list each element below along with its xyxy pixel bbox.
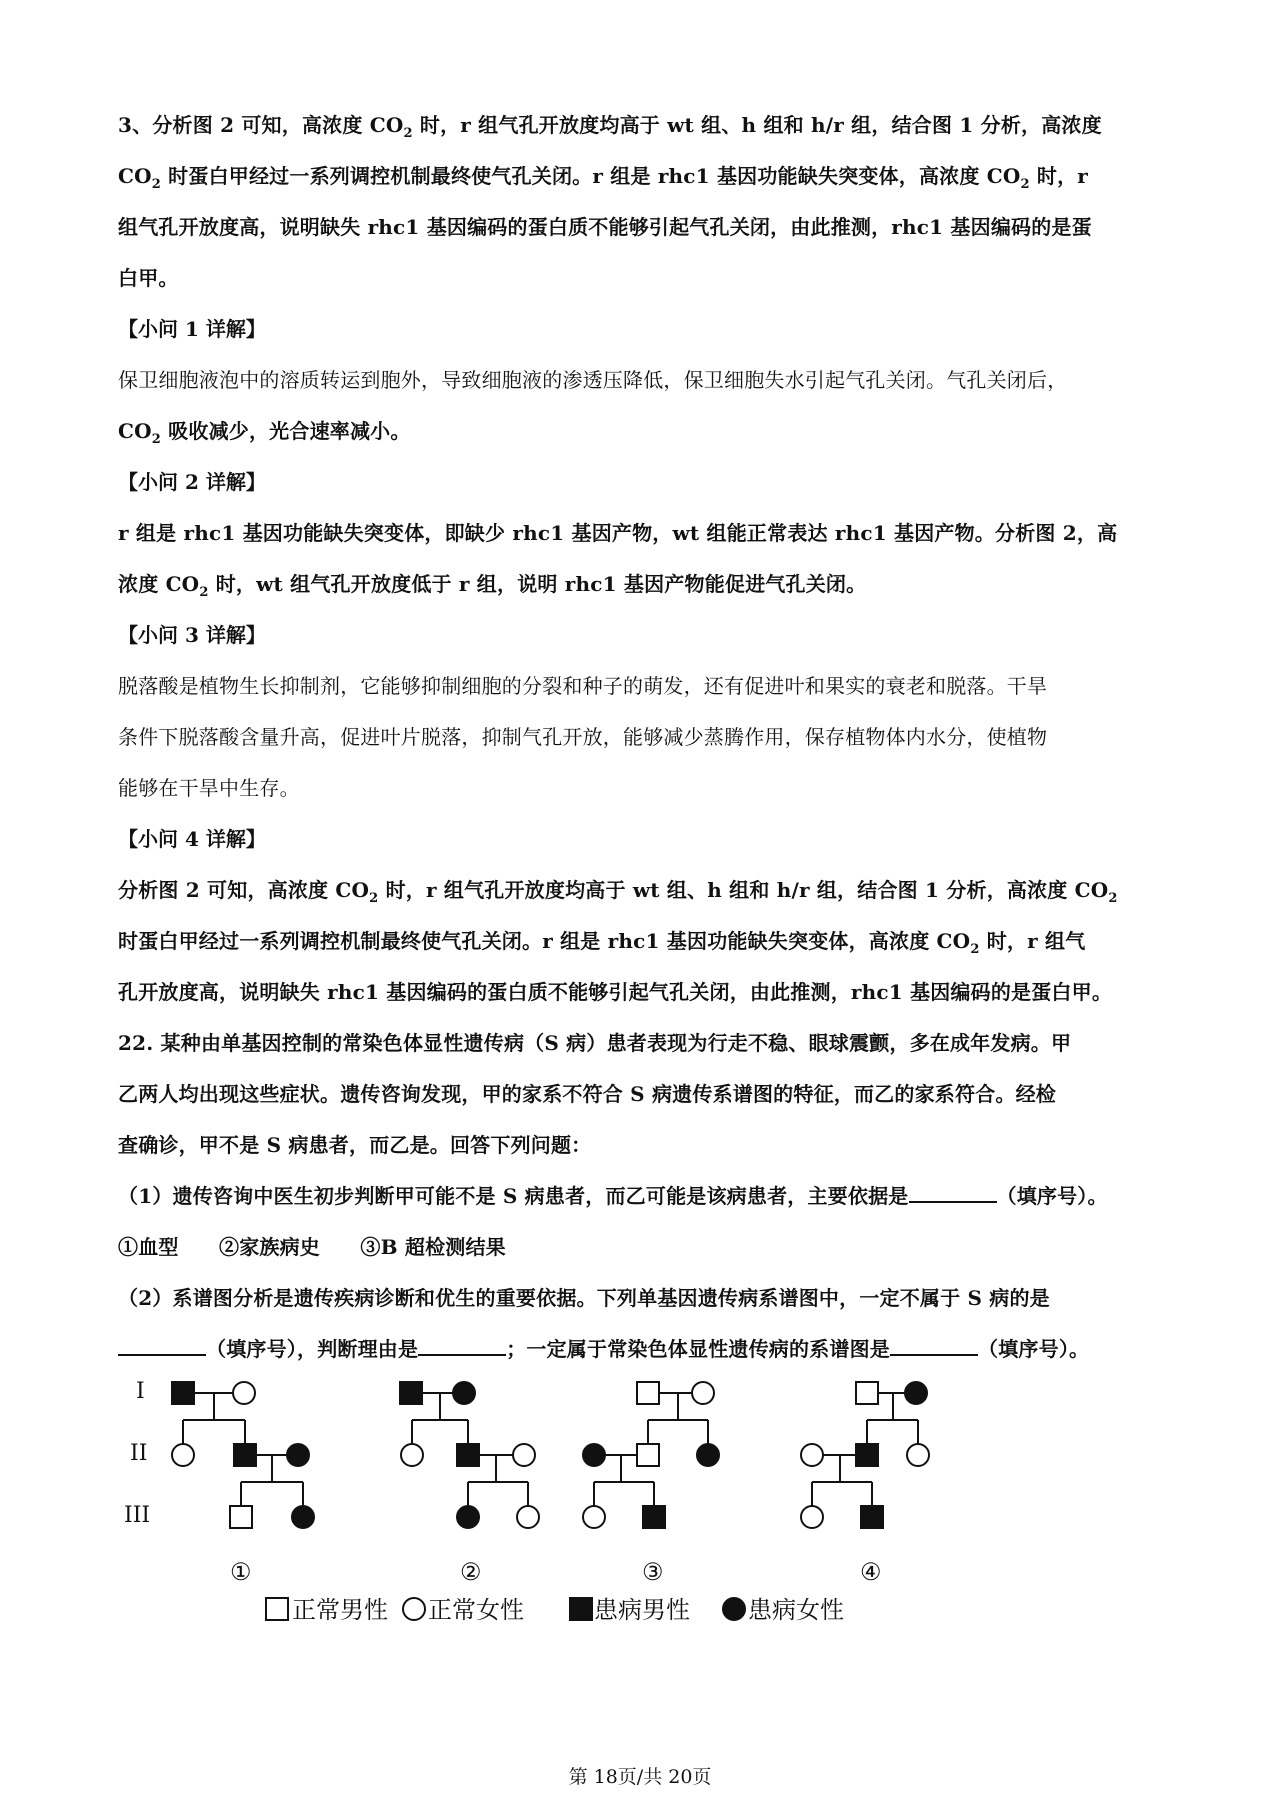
subquestion-1-heading: 【小问 1 详解】 [118, 317, 266, 341]
question-22-line2: 乙两人均出现这些症状。遗传咨询发现，甲的家系不符合 S 病遗传系谱图的特征，而乙的家系符合。经检 [118, 1082, 1056, 1106]
normal-male-symbol [856, 1382, 878, 1404]
legend-normal-female-icon [403, 1598, 425, 1620]
question-22-part2-line1: （2）系谱图分析是遗传疾病诊断和优生的重要依据。下列单基因遗传病系谱图中，一定不属于 S 病的是 [118, 1286, 1050, 1310]
affected-male-symbol [234, 1444, 256, 1466]
para-q3a-line1: 脱落酸是植物生长抑制剂，它能够抑制细胞的分裂和种子的萌发，还有促进叶和果实的衰老和脱落。干旱 [118, 674, 1048, 698]
normal-female-symbol [172, 1444, 194, 1466]
question-22-part2-line2: （填序号），判断理由是 ；一定属于常染色体显性遗传病的系谱图是 （填序号）。 [118, 1324, 1178, 1375]
normal-female-symbol [401, 1444, 423, 1466]
affected-male-symbol [172, 1382, 194, 1404]
para-q4-line1: 分析图 2 可知，高浓度 $CO_2$ 时，r 组气孔开放度均高于 wt 组、h 组和 h/r 组，结合图 1 分析，高浓度 $CO_2$ [118, 878, 1118, 906]
question-22-options: ①血型 ②家族病史 ③B 超检测结果 [118, 1235, 506, 1259]
para-q2-line2: 浓度 $CO_2$ 时，wt 组气孔开放度低于 r 组，说明 rhc1 基因产物能促进气孔关闭。 [118, 572, 867, 600]
legend-affected-female-label: 患病女性 [748, 1596, 844, 1624]
normal-female-symbol [517, 1506, 539, 1528]
figure-label-1: ① [230, 1558, 252, 1586]
normal-female-symbol [801, 1506, 823, 1528]
pedigree-2 [400, 1382, 539, 1586]
affected-female-symbol [583, 1444, 605, 1466]
para-q1-line1: 保卫细胞液泡中的溶质转运到胞外，导致细胞液的渗透压降低，保卫细胞失水引起气孔关闭。气孔关闭后， [118, 368, 1068, 392]
answer-blank[interactable] [118, 1332, 206, 1356]
affected-female-symbol [287, 1444, 309, 1466]
question-22-line3: 查确诊，甲不是 S 病患者，而乙是。回答下列问题： [118, 1133, 592, 1157]
affected-male-symbol [457, 1444, 479, 1466]
answer-blank[interactable] [909, 1179, 997, 1203]
normal-female-symbol [513, 1444, 535, 1466]
answer-blank[interactable] [418, 1332, 506, 1356]
figure-label-3: ③ [642, 1558, 664, 1586]
normal-male-symbol [637, 1444, 659, 1466]
para-q3-line1: 3、分析图 2 可知，高浓度 $CO_2$ 时，r 组气孔开放度均高于 wt 组、h 组和 h/r 组，结合图 1 分析，高浓度 [118, 113, 1102, 141]
affected-female-symbol [457, 1506, 479, 1528]
legend-normal-male-icon [266, 1598, 288, 1620]
page-footer: 第 18页/共 20页 [568, 1766, 712, 1788]
affected-male-symbol [643, 1506, 665, 1528]
pedigree-4 [801, 1382, 929, 1586]
normal-female-symbol [907, 1444, 929, 1466]
para-q3a-line2: 条件下脱落酸含量升高，促进叶片脱落，抑制气孔开放，能够减少蒸腾作用，保存植物体内水分，使植物 [118, 725, 1048, 749]
legend-affected-female-icon [723, 1598, 745, 1620]
para-q3-line2: $CO_2$ 时蛋白甲经过一系列调控机制最终使气孔关闭。r 组是 rhc1 基因功能缺失突变体，高浓度 $CO_2$ 时，r [118, 164, 1089, 192]
pedigree-3 [583, 1382, 719, 1586]
page-body [118, 100, 1178, 1375]
pedigree-figure [118, 1370, 1178, 1630]
affected-male-symbol [400, 1382, 422, 1404]
affected-female-symbol [292, 1506, 314, 1528]
figure-label-4: ④ [860, 1558, 882, 1586]
generation-label-III: III [124, 1503, 151, 1528]
pedigree-legend [266, 1596, 844, 1624]
normal-female-symbol [692, 1382, 714, 1404]
legend-normal-male-label: 正常男性 [292, 1596, 388, 1624]
normal-male-symbol [637, 1382, 659, 1404]
generation-label-II: II [130, 1441, 148, 1466]
question-22-part1: （1）遗传咨询中医生初步判断甲可能不是 S 病患者，而乙可能是该病患者，主要依据是 （填序号）。 [118, 1171, 1178, 1222]
pedigree-1 [172, 1382, 314, 1586]
affected-female-symbol [905, 1382, 927, 1404]
affected-male-symbol [856, 1444, 878, 1466]
legend-affected-male-icon [570, 1598, 592, 1620]
subquestion-2-heading: 【小问 2 详解】 [118, 470, 266, 494]
para-q3-line4: 白甲。 [118, 266, 179, 290]
answer-blank[interactable] [890, 1332, 978, 1356]
subquestion-4-heading: 【小问 4 详解】 [118, 827, 266, 851]
para-q2-line1: r 组是 rhc1 基因功能缺失突变体，即缺少 rhc1 基因产物，wt 组能正常表达 rhc1 基因产物。分析图 2，高 [118, 521, 1118, 545]
affected-female-symbol [697, 1444, 719, 1466]
para-q1-line2: $CO_2$ 吸收减少，光合速率减小。 [118, 419, 411, 447]
affected-male-symbol [861, 1506, 883, 1528]
subquestion-3-heading: 【小问 3 详解】 [118, 623, 266, 647]
normal-male-symbol [230, 1506, 252, 1528]
affected-female-symbol [453, 1382, 475, 1404]
question-22-line1: 22. 某种由单基因控制的常染色体显性遗传病（S 病）患者表现为行走不稳、眼球震颤，多在成年发病。甲 [118, 1031, 1072, 1055]
normal-female-symbol [233, 1382, 255, 1404]
normal-female-symbol [583, 1506, 605, 1528]
para-q4-line3: 孔开放度高，说明缺失 rhc1 基因编码的蛋白质不能够引起气孔关闭，由此推测，rhc1 基因编码的是蛋白甲。 [118, 980, 1113, 1004]
generation-label-I: I [136, 1379, 145, 1404]
legend-affected-male-label: 患病男性 [594, 1596, 690, 1624]
para-q4-line2: 时蛋白甲经过一系列调控机制最终使气孔关闭。r 组是 rhc1 基因功能缺失突变体，高浓度 $CO_2$ 时，r 组气 [118, 929, 1086, 957]
legend-normal-female-label: 正常女性 [428, 1596, 524, 1624]
figure-label-2: ② [460, 1558, 482, 1586]
para-q3a-line3: 能够在干旱中生存。 [118, 776, 300, 800]
para-q3-line3: 组气孔开放度高，说明缺失 rhc1 基因编码的蛋白质不能够引起气孔关闭，由此推测，rhc1 基因编码的是蛋 [118, 215, 1092, 239]
normal-female-symbol [801, 1444, 823, 1466]
